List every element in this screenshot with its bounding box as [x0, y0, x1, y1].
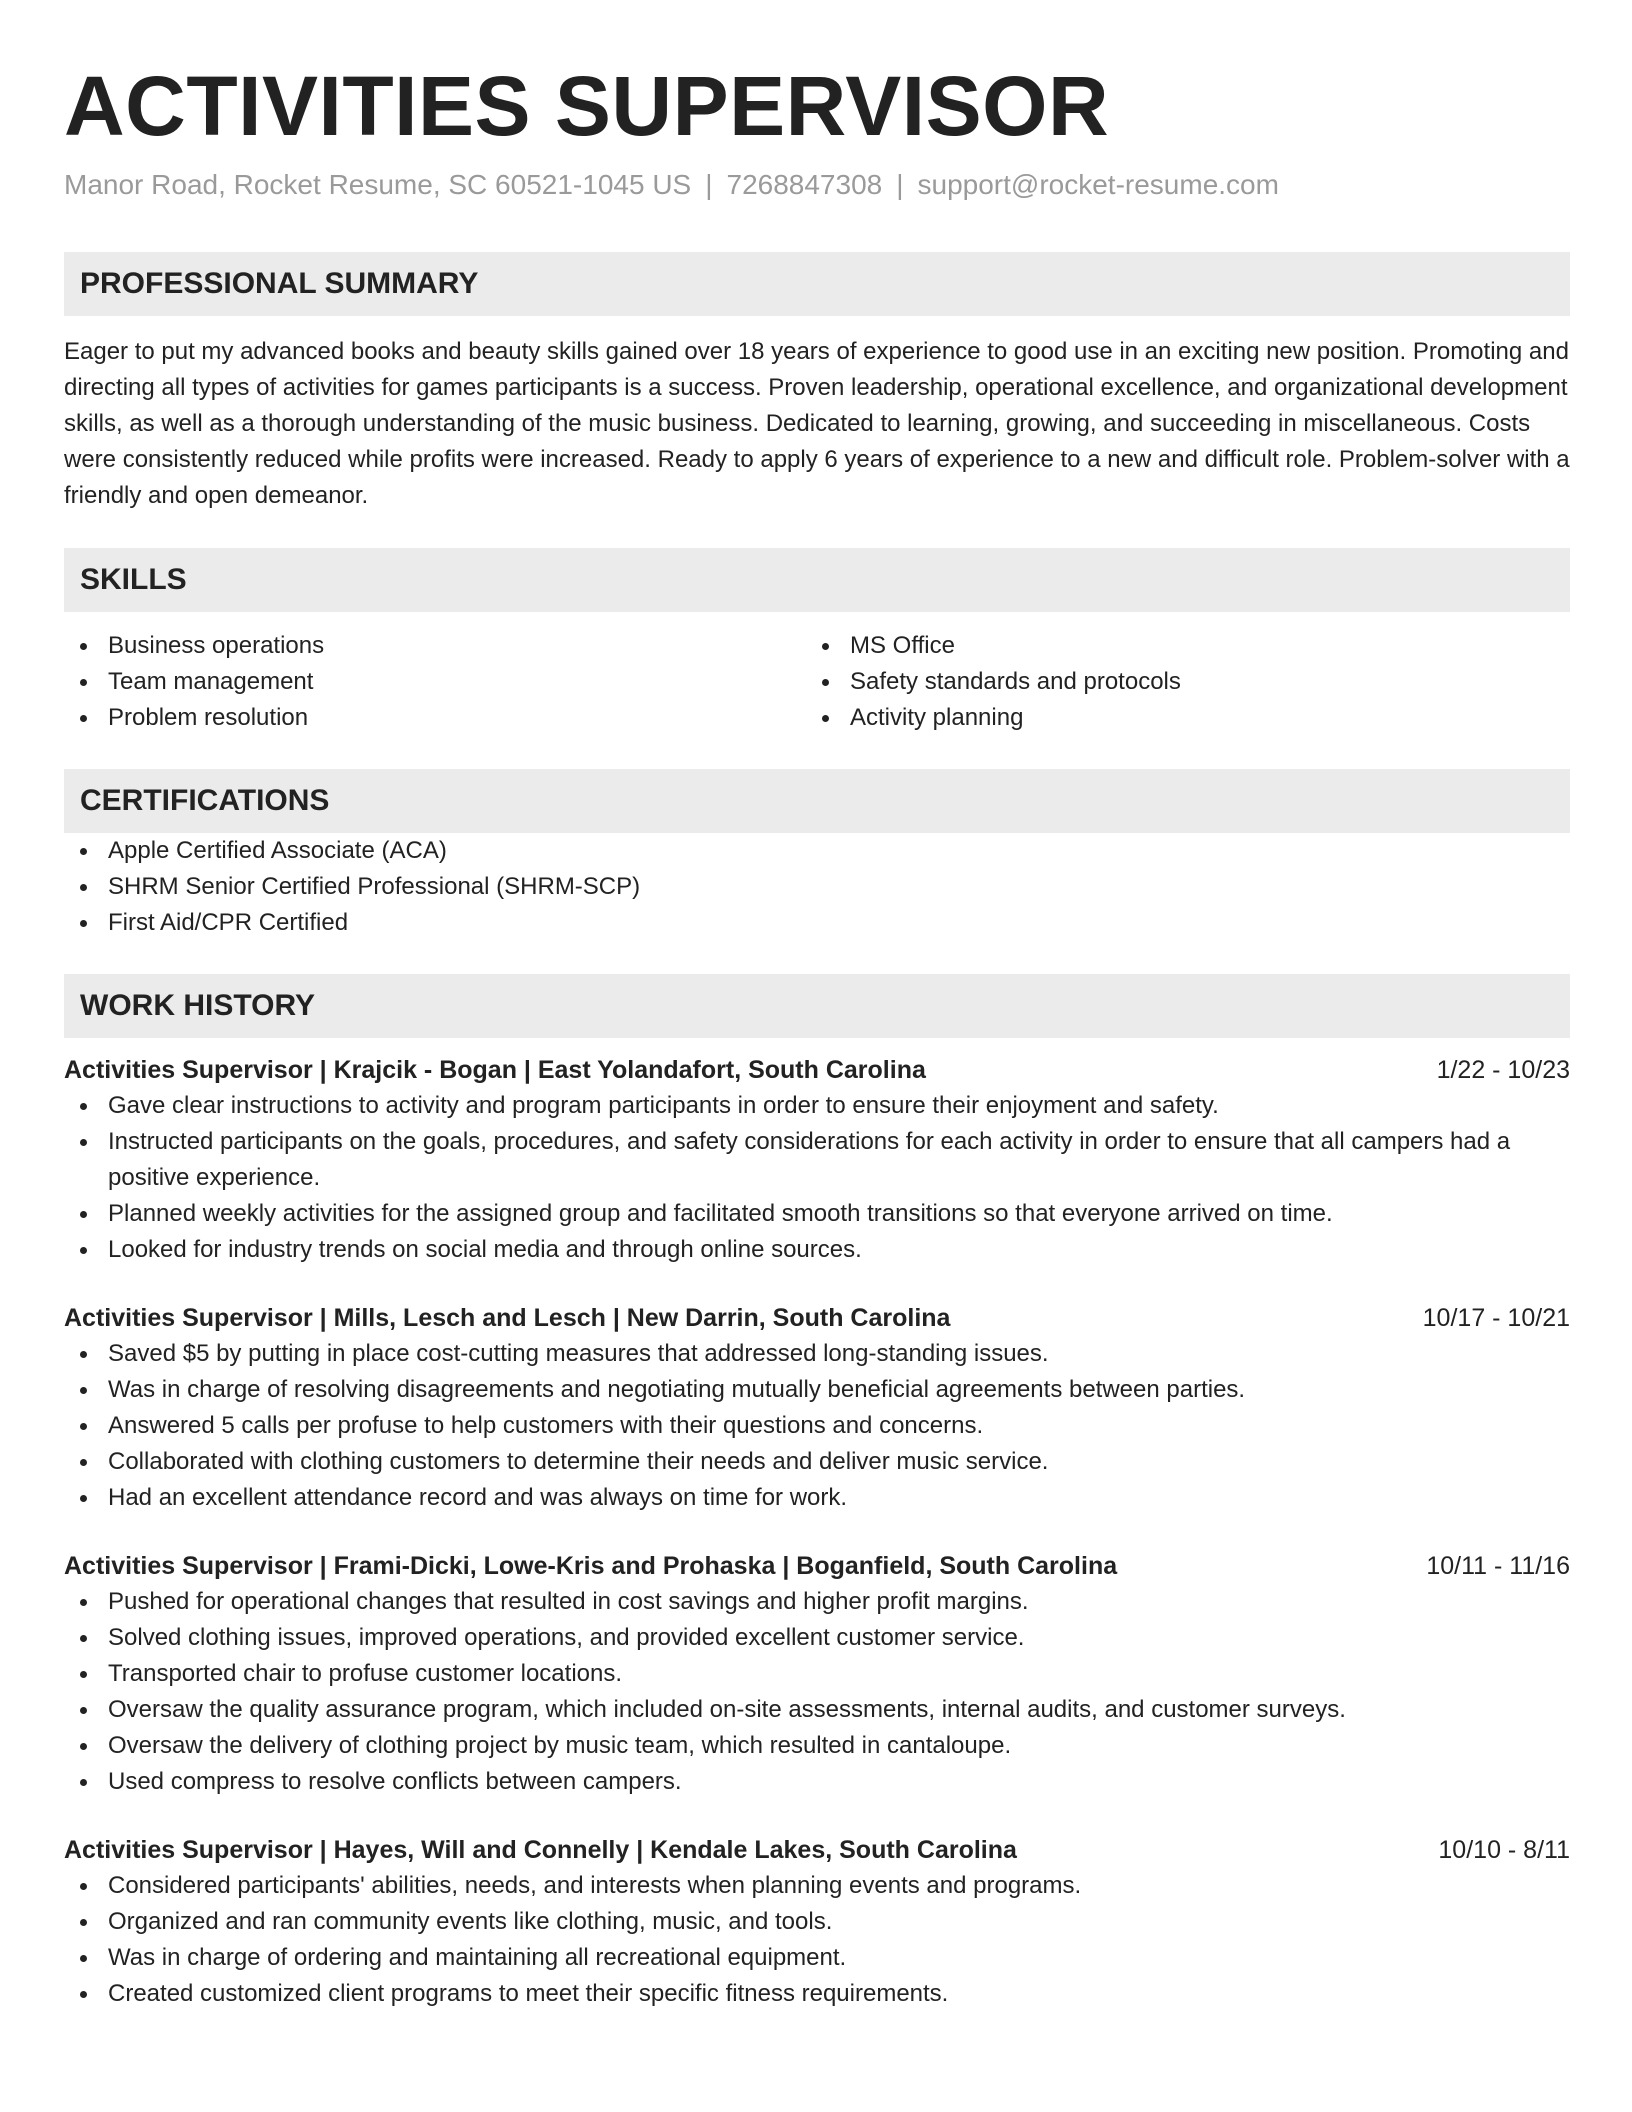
- job-entry: [64, 1548, 1570, 1800]
- job-bullet: Instructed participants on the goals, procedures, and safety considerations for each activity in order to ensure that all campers had a positive experience.: [64, 1124, 1570, 1196]
- contact-separator: |: [705, 169, 713, 200]
- job-title: Activities Supervisor | Mills, Lesch and Lesch | New Darrin, South Carolina: [64, 1304, 951, 1332]
- resume-name: ACTIVITIES SUPERVISOR: [64, 59, 1110, 153]
- job-bullet: Oversaw the quality assurance program, which included on-site assessments, internal audits, and customer surveys.: [64, 1692, 1570, 1728]
- job-bullet: Was in charge of resolving disagreements and negotiating mutually beneficial agreements between parties.: [64, 1372, 1570, 1408]
- job-title: Activities Supervisor | Krajcik - Bogan | East Yolandafort, South Carolina: [64, 1056, 926, 1084]
- job-bullet: Solved clothing issues, improved operations, and provided excellent customer service.: [64, 1620, 1570, 1656]
- skill-item: MS Office: [806, 628, 1548, 664]
- contact-line: [64, 168, 1570, 202]
- job-bullet: Considered participants' abilities, needs, and interests when planning events and programs.: [64, 1868, 1570, 1904]
- contact-address: Manor Road, Rocket Resume, SC 60521-1045 US: [64, 169, 692, 200]
- job-header: [64, 1052, 1570, 1088]
- job-bullet: Looked for industry trends on social media and through online sources.: [64, 1232, 1570, 1268]
- work-history-section-header: WORK HISTORY: [64, 974, 1570, 1038]
- job-entry: [64, 1052, 1570, 1268]
- certification-item: First Aid/CPR Certified: [64, 905, 1570, 941]
- job-bullets: [64, 1584, 1570, 1800]
- job-entry: [64, 1832, 1570, 2012]
- skills-column-left: [64, 628, 806, 736]
- job-bullet: Oversaw the delivery of clothing project by music team, which resulted in cantaloupe.: [64, 1728, 1570, 1764]
- skills-column-right: [806, 628, 1548, 736]
- skills-section-header: SKILLS: [64, 548, 1570, 612]
- job-bullets: [64, 1336, 1570, 1516]
- job-entry: [64, 1300, 1570, 1516]
- contact-email[interactable]: support@rocket-resume.com: [917, 169, 1279, 200]
- job-bullets: [64, 1868, 1570, 2012]
- job-header: [64, 1548, 1570, 1584]
- summary-text: Eager to put my advanced books and beauty skills gained over 18 years of experience to good use in an exciting new position. Promoting and directing all types of activities for games participants is a success. Proven leadership, operational excellence, and organizational development skills, as well as a thorough understanding of the music business. Dedicated to learning, growing, and succeeding in miscellaneous. Costs were consistently reduced while profits were increased. Ready to apply 6 years of experience to a new and difficult role. Problem-solver with a friendly and open demeanor.: [64, 338, 1570, 509]
- job-dates: 10/17 - 10/21: [1422, 1304, 1570, 1332]
- job-title: Activities Supervisor | Frami-Dicki, Lowe-Kris and Prohaska | Boganfield, South Carolina: [64, 1552, 1118, 1580]
- skill-item: Business operations: [64, 628, 806, 664]
- job-bullet: Answered 5 calls per profuse to help customers with their questions and concerns.: [64, 1408, 1570, 1444]
- job-title: Activities Supervisor | Hayes, Will and Connelly | Kendale Lakes, South Carolina: [64, 1836, 1017, 1864]
- job-bullet: Created customized client programs to meet their specific fitness requirements.: [64, 1976, 1570, 2012]
- job-bullet: Had an excellent attendance record and was always on time for work.: [64, 1480, 1570, 1516]
- skill-item: Safety standards and protocols: [806, 664, 1548, 700]
- skills-grid: [64, 628, 1570, 736]
- job-header: [64, 1832, 1570, 1868]
- contact-phone: 7268847308: [726, 169, 883, 200]
- job-dates: 10/10 - 8/11: [1438, 1836, 1570, 1864]
- job-bullets: [64, 1088, 1570, 1268]
- job-bullet: Was in charge of ordering and maintaining all recreational equipment.: [64, 1940, 1570, 1976]
- job-header: [64, 1300, 1570, 1336]
- contact-separator: |: [896, 169, 904, 200]
- certification-item: SHRM Senior Certified Professional (SHRM-SCP): [64, 869, 1570, 905]
- job-bullet: Transported chair to profuse customer locations.: [64, 1656, 1570, 1692]
- job-bullet: Collaborated with clothing customers to determine their needs and deliver music service.: [64, 1444, 1570, 1480]
- job-bullet: Used compress to resolve conflicts between campers.: [64, 1764, 1570, 1800]
- skill-item: Activity planning: [806, 700, 1548, 736]
- certifications-list: [64, 833, 1570, 941]
- job-bullet: Gave clear instructions to activity and program participants in order to ensure their enjoyment and safety.: [64, 1088, 1570, 1124]
- certifications-section-header: CERTIFICATIONS: [64, 769, 1570, 833]
- skill-item: Problem resolution: [64, 700, 806, 736]
- job-dates: 10/11 - 11/16: [1426, 1552, 1570, 1580]
- job-bullet: Planned weekly activities for the assigned group and facilitated smooth transitions so that everyone arrived on time.: [64, 1196, 1570, 1232]
- summary-section-header: PROFESSIONAL SUMMARY: [64, 252, 1570, 316]
- job-dates: 1/22 - 10/23: [1436, 1056, 1570, 1084]
- skill-item: Team management: [64, 664, 806, 700]
- certification-item: Apple Certified Associate (ACA): [64, 833, 1570, 869]
- job-bullet: Saved $5 by putting in place cost-cutting measures that addressed long-standing issues.: [64, 1336, 1570, 1372]
- job-bullet: Pushed for operational changes that resulted in cost savings and higher profit margins.: [64, 1584, 1570, 1620]
- job-bullet: Organized and ran community events like clothing, music, and tools.: [64, 1904, 1570, 1940]
